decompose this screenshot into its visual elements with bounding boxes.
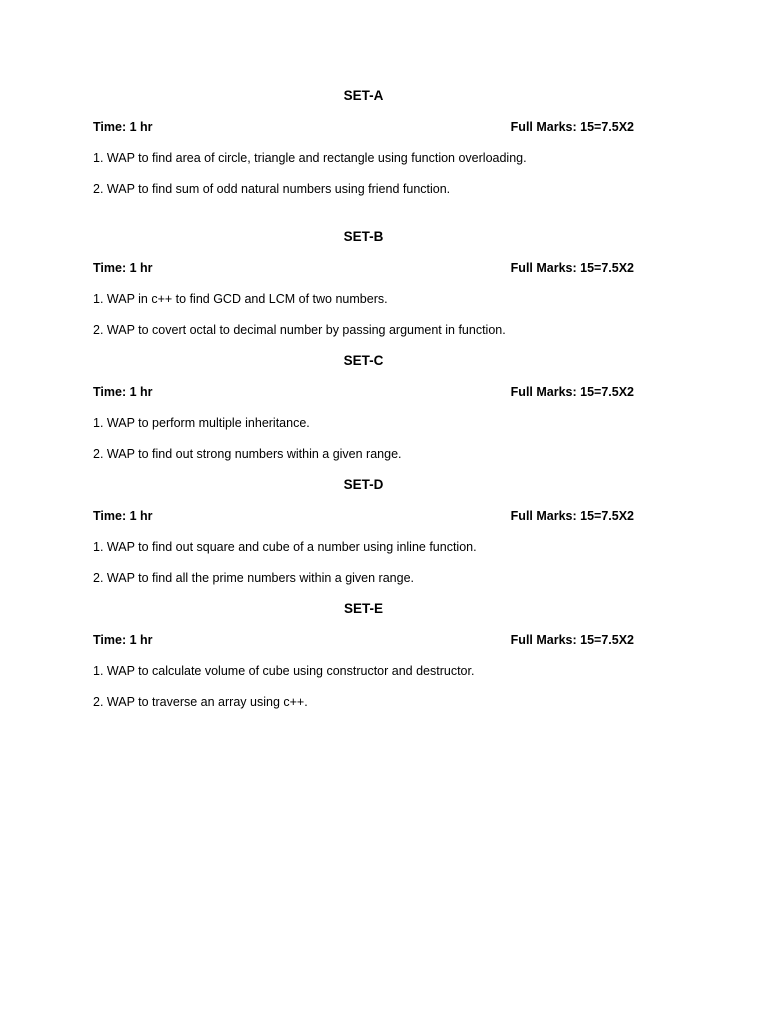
full-marks-label: Full Marks: 15=7.5X2	[510, 120, 634, 134]
set-meta-row	[93, 632, 634, 648]
set-title: SET-B	[343, 229, 384, 244]
question-1: 1. WAP in c++ to find GCD and LCM of two numbers.	[93, 292, 388, 306]
full-marks-label: Full Marks: 15=7.5X2	[510, 385, 634, 399]
set-a-section	[93, 88, 634, 197]
set-title: SET-C	[343, 353, 384, 368]
set-c-section	[93, 353, 634, 462]
set-b-section	[93, 229, 634, 338]
set-meta-row	[93, 260, 634, 276]
full-marks-label: Full Marks: 15=7.5X2	[510, 509, 634, 523]
set-meta-row	[93, 119, 634, 135]
question-2: 2. WAP to traverse an array using c++.	[93, 695, 308, 709]
set-title: SET-E	[343, 601, 383, 616]
time-label: Time: 1 hr	[93, 633, 153, 647]
set-meta-row	[93, 508, 634, 524]
time-label: Time: 1 hr	[93, 509, 153, 523]
set-title: SET-D	[343, 477, 384, 492]
question-2: 2. WAP to find sum of odd natural numbers using friend function.	[93, 182, 451, 196]
full-marks-label: Full Marks: 15=7.5X2	[510, 633, 634, 647]
set-title: SET-A	[343, 88, 384, 103]
question-2: 2. WAP to find out strong numbers within a given range.	[93, 447, 402, 461]
set-meta-row	[93, 384, 634, 400]
set-e-section	[93, 601, 634, 710]
set-d-section	[93, 477, 634, 586]
question-1: 1. WAP to calculate volume of cube using constructor and destructor.	[93, 664, 475, 678]
question-1: 1. WAP to find area of circle, triangle and rectangle using function overloading.	[93, 151, 527, 165]
time-label: Time: 1 hr	[93, 385, 153, 399]
question-1: 1. WAP to perform multiple inheritance.	[93, 416, 310, 430]
time-label: Time: 1 hr	[93, 261, 153, 275]
question-2: 2. WAP to find all the prime numbers within a given range.	[93, 571, 414, 585]
question-1: 1. WAP to find out square and cube of a number using inline function.	[93, 540, 477, 554]
question-2: 2. WAP to covert octal to decimal number by passing argument in function.	[93, 323, 506, 337]
time-label: Time: 1 hr	[93, 120, 153, 134]
full-marks-label: Full Marks: 15=7.5X2	[510, 261, 634, 275]
